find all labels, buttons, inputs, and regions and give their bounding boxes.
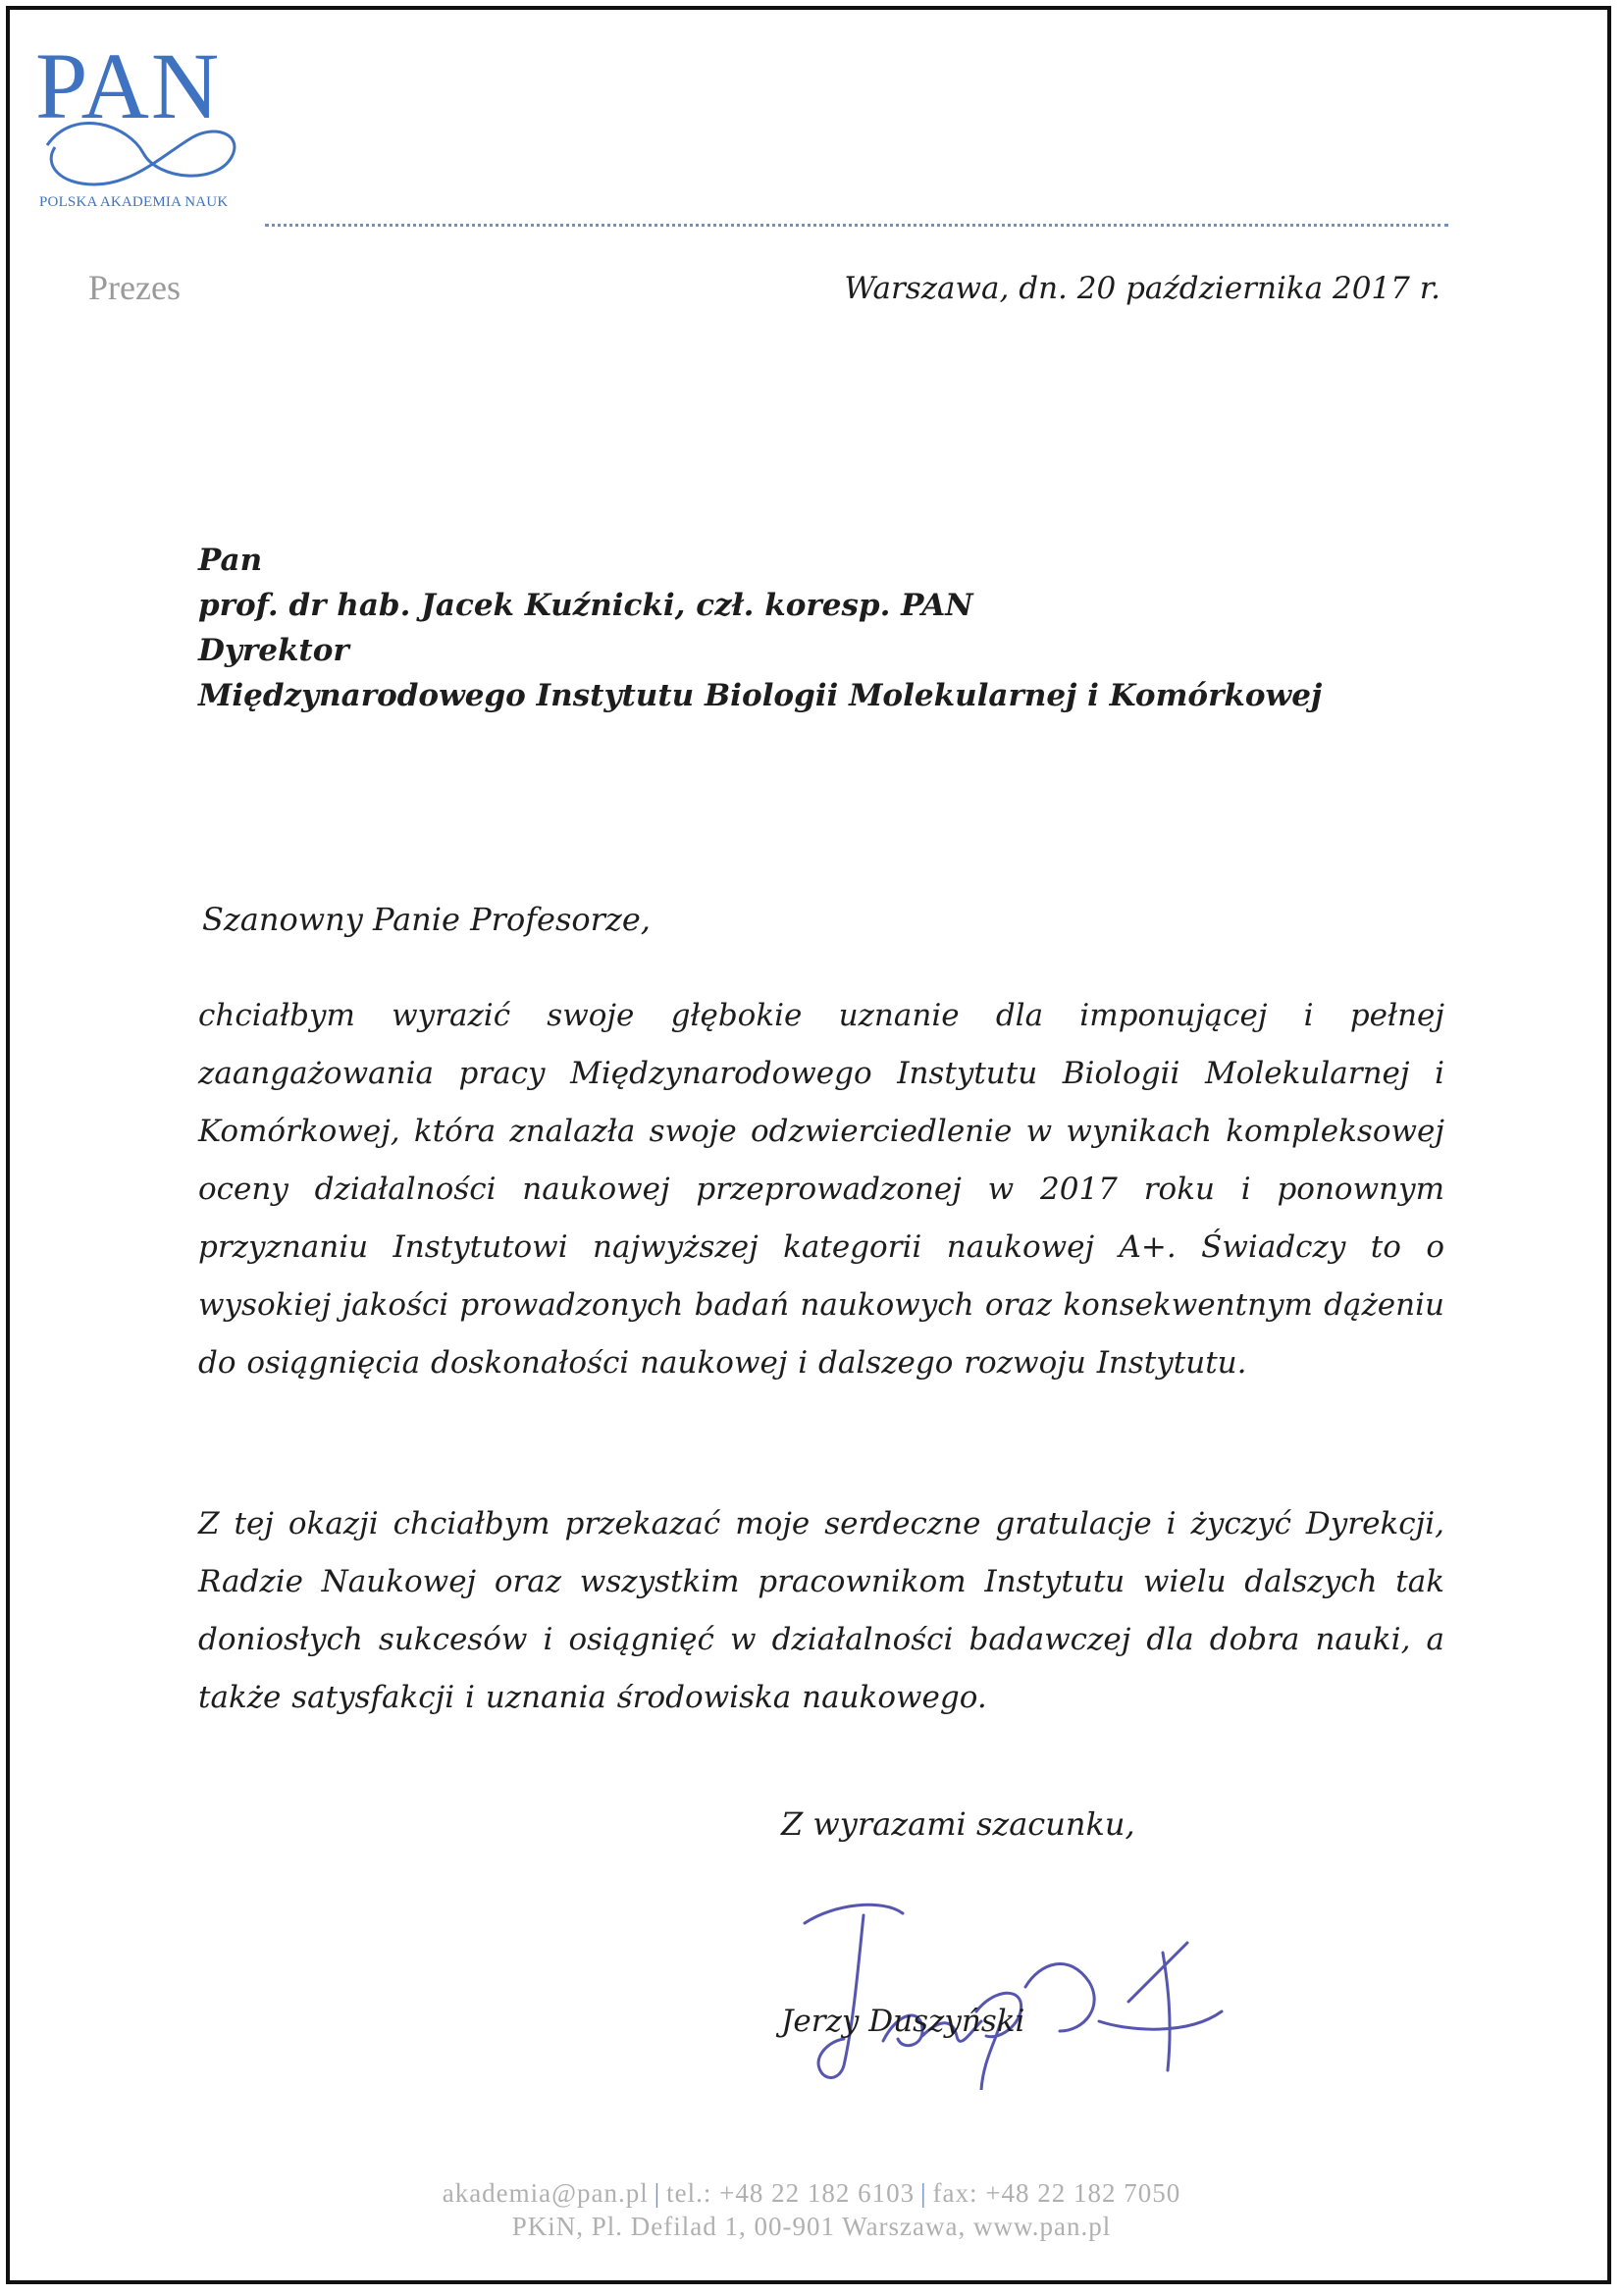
- addressee-block: [198, 538, 1322, 718]
- handwritten-signature: [775, 1894, 1236, 2090]
- pan-logo: [35, 33, 251, 226]
- addressee-position: Dyrektor: [198, 633, 349, 668]
- footer-email[interactable]: akademia@pan.pl: [442, 2178, 649, 2208]
- logo-wordmark: PAN: [35, 33, 222, 138]
- addressee-title: Pan: [198, 543, 263, 578]
- letter-date: Warszawa, dn. 20 października 2017 r.: [844, 271, 1440, 306]
- signer-name: Jerzy Duszyński: [781, 2004, 1025, 2039]
- addressee-institution: Międzynarodowego Instytutu Biologii Molekularnej i Komórkowej: [198, 678, 1323, 713]
- body-paragraph-2: Z tej okazji chciałbym przekazać moje serdeczne gratulacje i życzyć Dyrekcji, Radzie Naukowej oraz wszystkim pracownikom Instytutu wielu dalszych tak doniosłych sukcesów i osiągnięć w działalności badawczej dla dobra nauki, a także satysfakcji i uznania środowiska naukowego.: [198, 1506, 1444, 1715]
- logo-swash-icon: [35, 86, 251, 194]
- salutation: Szanowny Panie Profesorze,: [202, 901, 651, 938]
- logo-subtitle: POLSKA AKADEMIA NAUK: [39, 194, 229, 210]
- footer-phone: tel.: +48 22 182 6103: [666, 2178, 916, 2208]
- closing-phrase: Z wyrazami szacunku,: [781, 1805, 1135, 1843]
- footer-separator: |: [920, 2178, 927, 2208]
- footer-separator: |: [654, 2178, 661, 2208]
- sender-role: Prezes: [88, 268, 181, 307]
- addressee-name: prof. dr hab. Jacek Kuźnicki, czł. koresp. PAN: [198, 588, 973, 623]
- footer-address-line: PKiN, Pl. Defilad 1, 00-901 Warszawa, www.pan.pl: [511, 2212, 1112, 2241]
- footer-fax: fax: +48 22 182 7050: [932, 2178, 1181, 2208]
- body-paragraph-1: chciałbym wyrazić swoje głębokie uznanie dla imponującej i pełnej zaangażowania pracy Międzynarodowego Instytutu Biologii Molekularnej i Komórkowej, która znalazła swoje odzwierciedlenie w wynikach kompleksowej oceny działalności naukowej przeprowadzonej w 2017 roku i ponownym przyznaniu Instytutowi najwyższej kategorii naukowej A+. Świadczy to o wysokiej jakości prowadzonych badań naukowych oraz konsekwentnym dążeniu do osiągnięcia doskonałości naukowej i dalszego rozwoju Instytutu.: [198, 998, 1444, 1381]
- footer-contact-line: [0, 2178, 1623, 2209]
- header-divider: [265, 224, 1448, 227]
